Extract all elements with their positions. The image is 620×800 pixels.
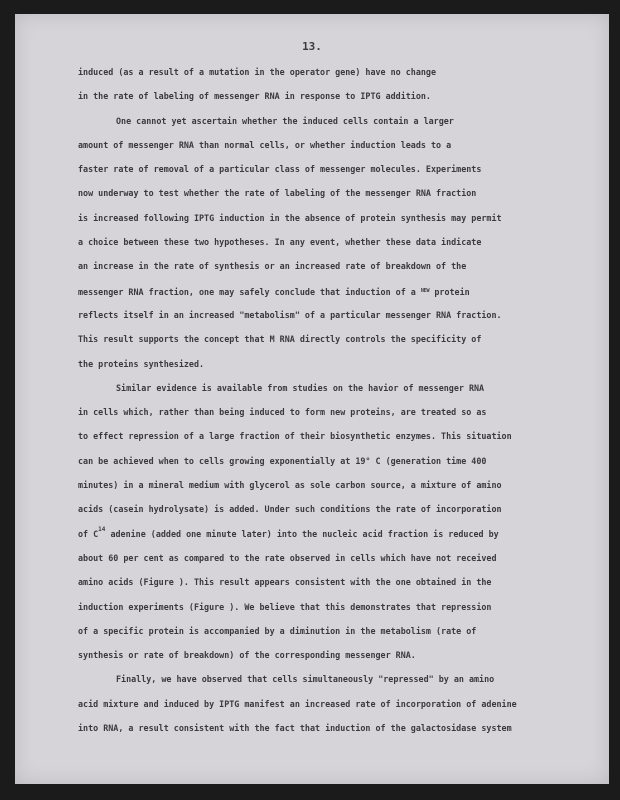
text-line: can be achieved when to cells growing exponentially at 19° C (generation time 400 <box>78 455 487 466</box>
text-line: now underway to test whether the rate of labeling of the messenger RNA fraction <box>78 188 477 199</box>
text-line: One cannot yet ascertain whether the induced cells contain a larger <box>116 115 454 126</box>
superscript: 14 <box>98 525 106 533</box>
text-line: amino acids (Figure ). This result appears consistent with the one obtained in the <box>78 577 492 588</box>
text-line: acid mixture and induced by IPTG manifest an increased rate of incorporation of adenine <box>78 698 517 709</box>
text-line <box>78 279 608 303</box>
text-line: induced (as a result of a mutation in the operator gene) have no change <box>78 67 436 77</box>
text-line-part: messenger RNA fraction, one may safely conclude that induction of a <box>78 286 421 297</box>
text-line: of a specific protein is accompanied by a diminution in the metabolism (rate of <box>78 625 477 636</box>
text-line: acids (casein hydrolysate) is added. Under such conditions the rate of incorporation <box>78 504 502 515</box>
text-line: synthesis or rate of breakdown) of the corresponding messenger RNA. <box>78 650 416 661</box>
text-line: to effect repression of a large fraction of their biosynthetic enzymes. This situation <box>78 431 512 442</box>
inserted-word: NEW <box>420 287 430 294</box>
text-line <box>78 522 608 546</box>
text-line: minutes) in a mineral medium with glycerol as sole carbon source, a mixture of amino <box>78 480 502 491</box>
text-line: an increase in the rate of synthesis or an increased rate of breakdown of the <box>78 261 467 272</box>
text-line: faster rate of removal of a particular class of messenger molecules. Experiments <box>78 164 482 175</box>
text-line: reflects itself in an increased "metabolism" of a particular messenger RNA fraction. <box>78 309 502 320</box>
text-line-part: protein <box>429 286 470 297</box>
text-line: is increased following IPTG induction in the absence of protein synthesis may permit <box>78 212 502 223</box>
text-line: a choice between these two hypotheses. In any event, whether these data indicate <box>78 237 482 248</box>
text-line-part: adenine (added one minute later) into the nucleic acid fraction is reduced by <box>105 528 499 539</box>
text-line: Similar evidence is available from studies on the havior of messenger RNA <box>116 382 485 393</box>
document-page <box>15 14 609 784</box>
text-line: Finally, we have observed that cells simultaneously "repressed" by an amino <box>116 674 495 685</box>
text-line: about 60 per cent as compared to the rate observed in cells which have not received <box>78 552 497 563</box>
text-line: This result supports the concept that M RNA directly controls the specificity of <box>78 334 482 345</box>
text-line: the proteins synthesized. <box>78 358 205 369</box>
text-line: into RNA, a result consistent with the fact that induction of the galactosidase system <box>78 723 512 734</box>
text-line-part: of C <box>78 528 99 539</box>
text-line: in the rate of labeling of messenger RNA in response to IPTG addition. <box>78 91 431 102</box>
text-line: in cells which, rather than being induced to form new proteins, are treated so as <box>78 407 487 418</box>
text-line: amount of messenger RNA than normal cells, or whether induction leads to a <box>78 139 452 150</box>
text-line: induction experiments (Figure ). We believe that this demonstrates that repression <box>78 601 492 612</box>
body-text <box>78 60 608 740</box>
page-number: 13. <box>302 40 322 53</box>
